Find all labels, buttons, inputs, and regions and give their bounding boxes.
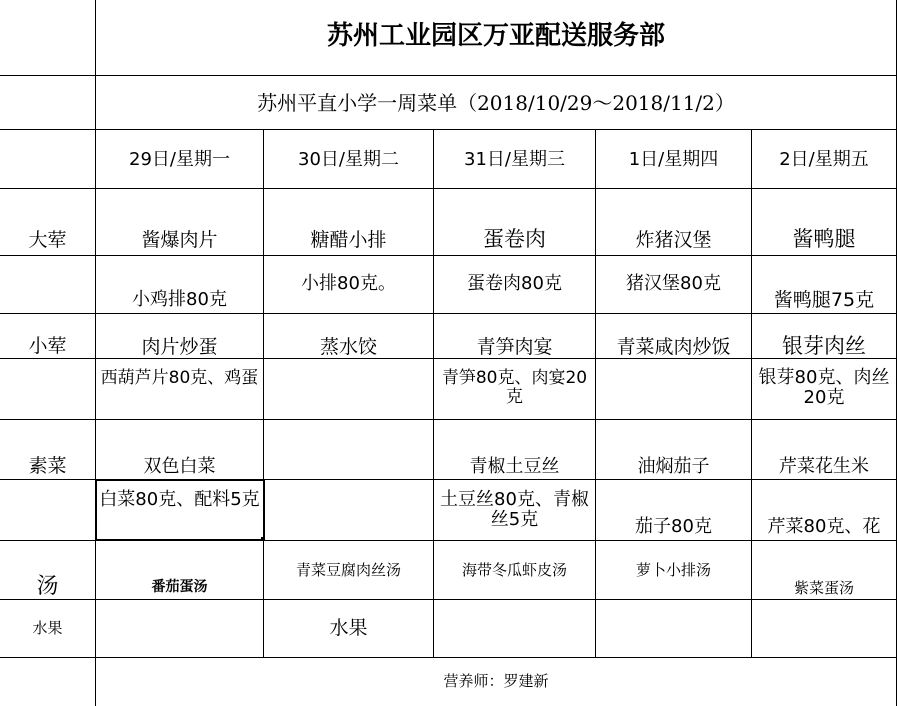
row-label-side: 小荤 [28, 335, 67, 357]
day-header: 29日/星期一 [129, 149, 230, 170]
row-label-main: 大荤 [28, 229, 67, 251]
day-header: 2日/星期五 [779, 149, 869, 170]
company-title: 苏州工业园区万亚配送服务部 [326, 21, 665, 51]
soup-dish: 海带冬瓜虾皮汤 [461, 561, 567, 579]
veg-dish: 芹菜花生米 [779, 456, 869, 477]
side-spec: 青笋80克、肉宴20克 [441, 368, 588, 407]
fill-handle[interactable] [261, 537, 265, 541]
row-label-veg: 素菜 [28, 455, 67, 477]
row-label-soup: 汤 [36, 574, 59, 599]
main-spec: 蛋卷肉80克 [467, 273, 562, 294]
side-spec: 银芽80克、肉丝20克 [758, 367, 890, 408]
soup-dish: 紫菜蛋汤 [793, 579, 854, 597]
veg-spec: 白菜80克、配料5克 [99, 489, 260, 510]
main-dish: 糖醋小排 [310, 229, 387, 251]
side-dish: 青笋肉宴 [476, 336, 553, 358]
row-divider [0, 657, 897, 658]
soup-dish: 青菜豆腐肉丝汤 [295, 561, 401, 579]
row-divider [0, 313, 897, 314]
day-header: 31日/星期三 [464, 149, 565, 170]
row-divider [0, 75, 897, 76]
main-dish: 蛋卷肉 [483, 227, 546, 251]
side-dish: 青菜咸肉炒饭 [616, 336, 731, 358]
main-spec: 猪汉堡80克 [626, 273, 721, 294]
side-dish: 肉片炒蛋 [141, 336, 218, 358]
day-header: 1日/星期四 [628, 149, 719, 170]
nutritionist: 营养师：罗建新 [443, 672, 549, 690]
veg-dish: 双色白菜 [143, 456, 216, 477]
fruit-item: 水果 [329, 617, 368, 639]
main-dish: 酱爆肉片 [141, 229, 218, 251]
col-divider [751, 129, 752, 657]
veg-spec: 茄子80克 [635, 516, 712, 537]
row-divider [0, 419, 897, 420]
row-divider [0, 358, 897, 359]
main-dish: 炸猪汉堡 [635, 229, 712, 251]
soup-dish: 萝卜小排汤 [635, 561, 711, 579]
main-spec: 酱鸭腿75克 [773, 289, 875, 311]
side-dish: 银芽肉丝 [782, 334, 866, 358]
main-spec: 小排80克。 [301, 273, 396, 294]
row-divider [0, 129, 897, 130]
row-divider [0, 255, 897, 256]
veg-dish: 油焖茄子 [637, 456, 710, 477]
veg-spec: 土豆丝80克、青椒丝5克 [440, 489, 589, 530]
row-divider [0, 599, 897, 600]
side-dish: 蒸水饺 [319, 336, 377, 358]
main-spec: 小鸡排80克 [132, 289, 227, 310]
main-dish: 酱鸭腿 [792, 227, 856, 251]
veg-spec: 芹菜80克、花 [767, 517, 881, 537]
veg-dish: 青椒土豆丝 [469, 456, 560, 477]
row-label-fruit: 水果 [32, 619, 63, 637]
side-spec: 西葫芦片80克、鸡蛋 [100, 368, 259, 388]
soup-dish: 番茄蛋汤 [151, 579, 208, 595]
row-divider [0, 188, 897, 189]
menu-subtitle: 苏州平直小学一周菜单（2018/10/29～2018/11/2） [257, 91, 735, 115]
day-header: 30日/星期二 [298, 149, 399, 170]
